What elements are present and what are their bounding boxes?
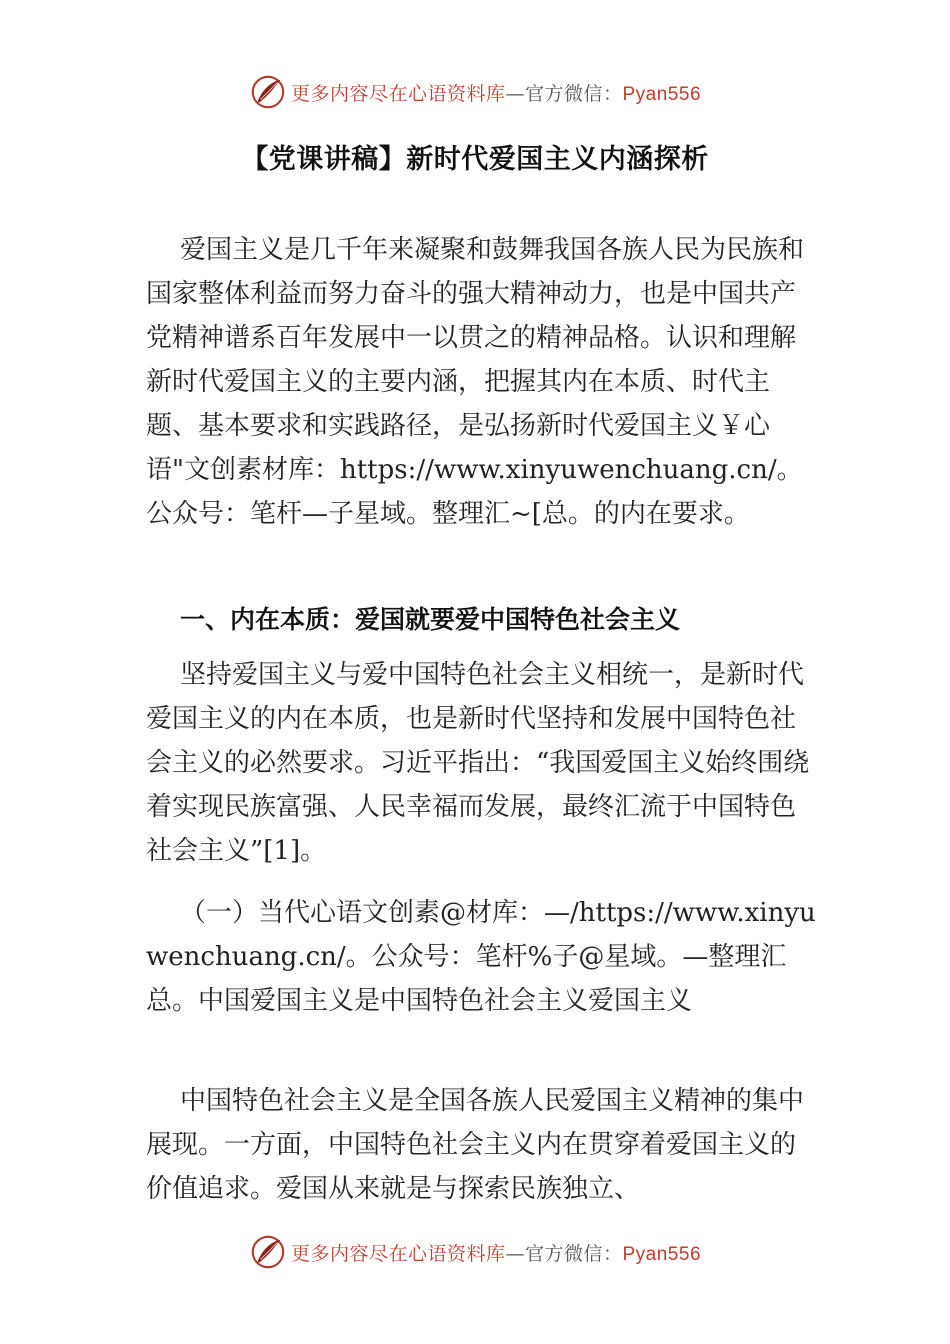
quill-leaf-logo-icon [249,1233,287,1271]
document-title: 【党课讲稿】新时代爱国主义内涵探析 [241,144,709,175]
banner-text: 更多内容尽在心语资料库—官方微信：Pyan556 [290,82,702,105]
intro-paragraph: 爱国主义是几千年来凝聚和鼓舞我国各族人民为民族和国家整体利益而努力奋斗的强大精神动力，也是中国共产党精神谱系百年发展中一以贯之的精神品格。认识和理解新时代爱国主义的主要内涵，把握其内在本质、时代主题、基本要求和实践路径，是弘扬新时代爱国主义￥心语"文创素材库：https://www.xinyuwenchuang.cn/。公众号：笔杆—子星域。整理汇~[总。的内在要求。 [146,235,805,529]
section-heading-1: 一、内在本质：爱国就要爱中国特色社会主义 [180,605,681,634]
quill-leaf-logo-icon [249,73,287,111]
footer-banner [0,1230,950,1274]
subsection-1-paragraph: 中国特色社会主义是全国各族人民爱国主义精神的集中展现。一方面，中国特色社会主义内在贯穿着爱国主义的价值追求。爱国从来就是与探索民族独立、 [146,1086,805,1204]
subsection-heading-1: （一）当代心语文创素@材库：—/https://www.xinyuwenchuang.cn/。公众号：笔杆%子@星域。—整理汇总。中国爱国主义是中国特色社会主义爱国主义 [146,898,816,1016]
banner-text: 更多内容尽在心语资料库—官方微信：Pyan556 [290,1242,702,1265]
header-banner [0,70,950,114]
section-1-paragraph: 坚持爱国主义与爱中国特色社会主义相统一，是新时代爱国主义的内在本质，也是新时代坚持和发展中国特色社会主义的必然要求。习近平指出：“我国爱国主义始终围绕着实现民族富强、人民幸福而发展，最终汇流于中国特色社会主义”[1]。 [146,660,810,866]
